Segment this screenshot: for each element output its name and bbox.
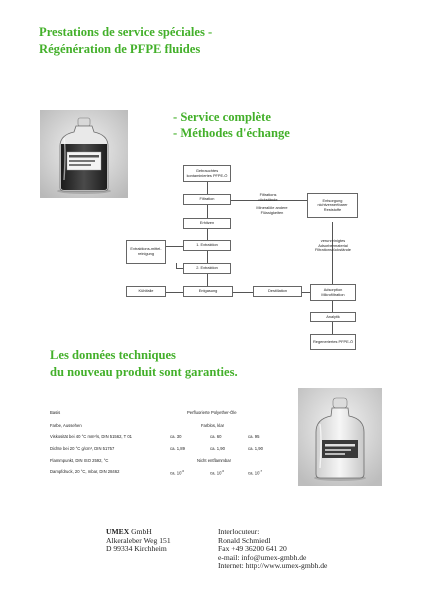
row-label-flashpoint: Flammpunkt, DIN ISO 2592, °C <box>50 458 109 463</box>
vapor-value-1: ca. $10^{-6}$ <box>170 469 185 476</box>
flow-box-adsorption: Adsorption Mikrofiltration <box>310 284 356 301</box>
flow-box-start: Gebrauchtes kontaminiertes PFPE-Ö <box>183 165 231 182</box>
company-address <box>106 528 171 554</box>
bottle-photo-top <box>40 110 128 198</box>
flow-box-cold-trap: Kühlfalle <box>126 286 166 297</box>
contact-internet[interactable]: Internet: http://www.umex-gmbh.de <box>218 561 328 571</box>
connector-line <box>207 251 208 263</box>
flow-box-disposal: Entsorgung nichtverwertbarer Reststoffe <box>307 193 358 218</box>
connector-line <box>332 322 333 334</box>
company-street: Alkeraleber Weg 151 <box>106 535 171 545</box>
contact-fax: Fax +49 36200 641 20 <box>218 544 287 554</box>
row-value-color: Farblos, klar <box>201 423 225 428</box>
flow-box-degassing: Entgasung <box>183 286 233 297</box>
connector-line <box>332 222 333 286</box>
viscosity-value-1: ca. 30 <box>170 434 182 439</box>
contact-email[interactable]: e-mail: info@umex-gmbh.de <box>218 552 307 562</box>
connector-line <box>207 274 208 286</box>
viscosity-value-3: ca. 95 <box>248 434 260 439</box>
row-label-viscosity: Viskosität bei 40 °C mm²/s, DIN 51562, T 01 <box>50 434 132 439</box>
heading-line-1: Prestations de service spéciales - <box>39 25 213 39</box>
note-contaminated-adsorber: verunreinigtes Adsorbermaterial Filtrationsrückstände <box>315 238 351 253</box>
row-label-color: Farbe, Aussehen <box>50 423 82 428</box>
connector-line <box>166 246 183 247</box>
tech-heading-line-2: du nouveau produit sont garanties. <box>50 365 238 379</box>
viscosity-value-2: ca. 60 <box>210 434 222 439</box>
heading-line-2: Régénération de PFPE fluides <box>39 42 201 56</box>
contact-label: Interlocuteur: <box>218 527 260 536</box>
service-line-2: - Méthodes d'échange <box>173 126 290 140</box>
flow-box-filtration: Filtration <box>183 194 231 205</box>
contact-block <box>218 528 327 571</box>
connector-line <box>332 301 333 312</box>
row-value-base: Perfluorierte Polyether-Öle <box>187 410 237 415</box>
flow-box-extraction-2: 2. Extraktion <box>183 263 231 274</box>
note-mineral-oils: Mineralöle andere Flüssigkeiten <box>256 205 288 215</box>
company-name: UMEX GmbH <box>106 527 152 536</box>
row-label-base: Basis <box>50 410 61 415</box>
connector-line <box>302 292 310 293</box>
connector-line <box>207 182 208 194</box>
connector-line <box>166 292 183 293</box>
connector-line <box>207 229 208 240</box>
flow-box-regenerated: Regeneriertes PFPE-Ö <box>310 334 356 350</box>
vapor-value-2: ca. $10^{-6}$ <box>210 469 225 476</box>
density-value-3: ca. 1,90 <box>248 446 263 451</box>
connector-line <box>207 205 208 218</box>
contact-name: Ronald Schmiedl <box>218 535 271 545</box>
company-city: D 99334 Kirchheim <box>106 544 167 554</box>
flow-box-solvent-cleaning: Extraktions-mittel-reinigung <box>126 240 166 264</box>
connector-line <box>233 292 253 293</box>
flow-box-analytics: Analytik <box>310 312 356 322</box>
vapor-value-3: ca. $10^{-7}$ <box>248 469 263 476</box>
row-label-density: Dichte bei 20 °C g/cm³, DIN 51757 <box>50 446 115 451</box>
service-line-1: - Service complète <box>173 110 271 124</box>
row-label-vapor-pressure: Dampfdruck, 20 °C, mbar, DIN 28462 <box>50 469 120 474</box>
note-filtration-residues: Filtrations rückstände <box>258 192 278 202</box>
density-value-2: ca. 1,90 <box>210 446 225 451</box>
row-value-flashpoint: Nicht entflammbar <box>197 458 231 463</box>
tech-heading-line-1: Les données techniques <box>50 348 176 362</box>
density-value-1: ca. 1,89 <box>170 446 185 451</box>
flow-box-extraction-1: 1. Extraktion <box>183 240 231 251</box>
connector-line <box>176 268 183 269</box>
bottle-photo-bottom <box>298 388 382 486</box>
flow-box-distillation: Destillation <box>253 286 302 297</box>
flow-box-heating: Erhitzen <box>183 218 231 229</box>
